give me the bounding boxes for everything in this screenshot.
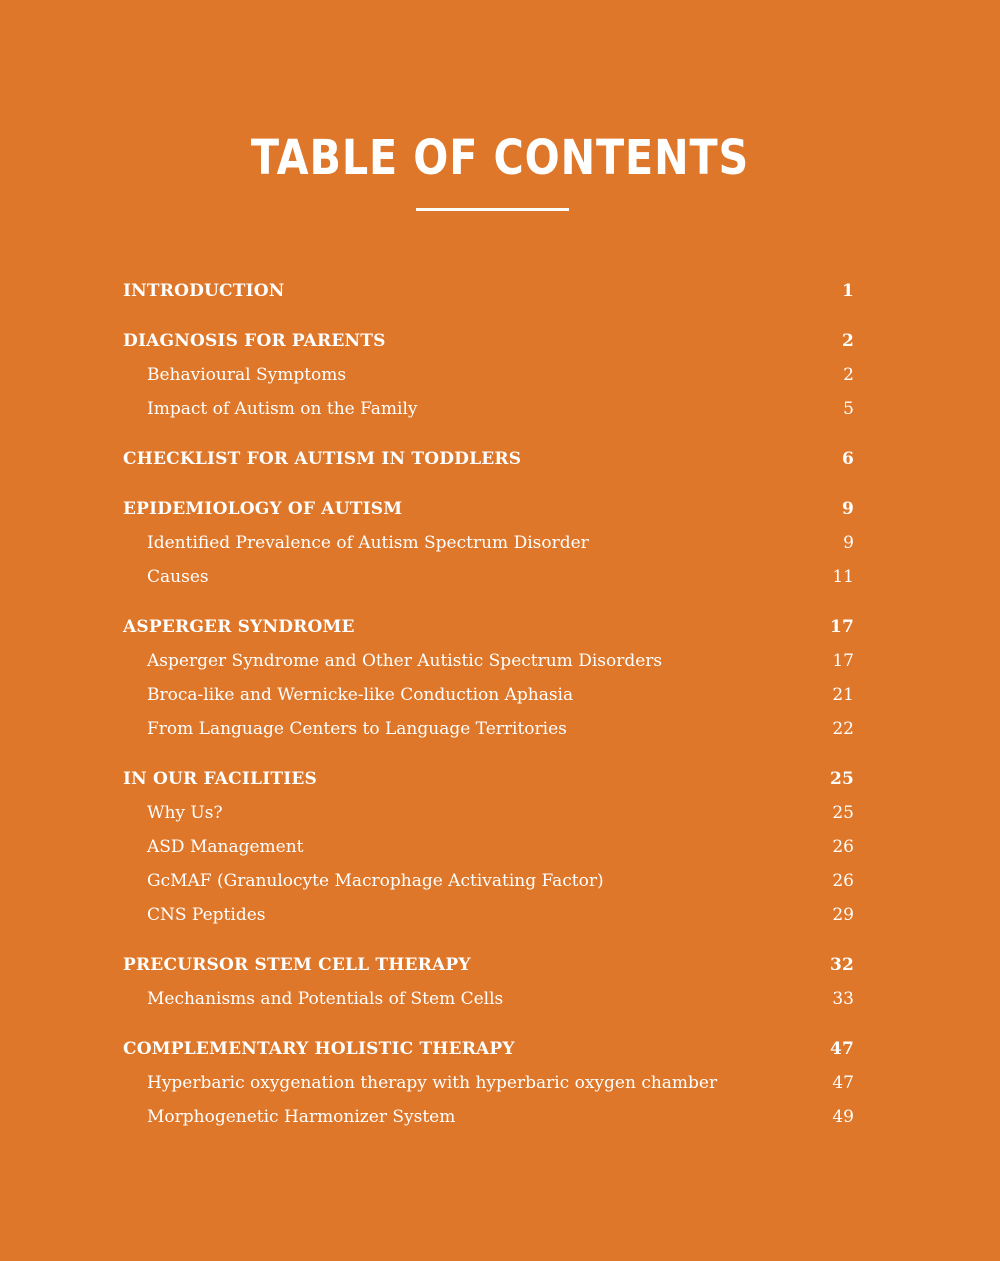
toc-subsection-entry[interactable] bbox=[123, 646, 854, 680]
toc-subsection-page: 5 bbox=[843, 399, 854, 419]
toc-subsection-page: 17 bbox=[832, 651, 854, 671]
toc-chapter-title: DIAGNOSIS FOR PARENTS bbox=[123, 331, 386, 351]
toc-subsection-page: 26 bbox=[832, 871, 854, 891]
toc-chapter-entry[interactable] bbox=[123, 950, 854, 984]
toc-subsection-title: Broca-like and Wernicke-like Conduction Aphasia bbox=[147, 685, 574, 705]
toc-section bbox=[123, 276, 854, 310]
toc-subsection-entry[interactable] bbox=[123, 714, 854, 748]
toc-subsection-entry[interactable] bbox=[123, 900, 854, 934]
toc-subsection-page: 47 bbox=[832, 1073, 854, 1093]
toc-chapter-page: 32 bbox=[829, 955, 854, 975]
toc-subsection-page: 26 bbox=[832, 837, 854, 857]
toc-subsection-page: 49 bbox=[832, 1107, 854, 1127]
toc-subsection-entry[interactable] bbox=[123, 1102, 854, 1136]
toc-section bbox=[123, 950, 854, 1018]
toc-chapter-entry[interactable] bbox=[123, 494, 854, 528]
toc-chapter-title: CHECKLIST FOR AUTISM IN TODDLERS bbox=[123, 449, 522, 469]
toc-subsection-title: Behavioural Symptoms bbox=[147, 365, 347, 385]
toc-subsection-entry[interactable] bbox=[123, 528, 854, 562]
toc-subsection-page: 22 bbox=[832, 719, 854, 739]
toc-section bbox=[123, 1034, 854, 1136]
toc-subsection-title: GcMAF (Granulocyte Macrophage Activating Factor) bbox=[147, 871, 604, 891]
toc-subsection-page: 21 bbox=[832, 685, 854, 705]
toc-subsection-title: ASD Management bbox=[147, 837, 304, 857]
toc-chapter-page: 47 bbox=[829, 1039, 854, 1059]
toc-chapter-entry[interactable] bbox=[123, 764, 854, 798]
toc-chapter-page: 2 bbox=[841, 331, 854, 351]
toc-subsection-entry[interactable] bbox=[123, 360, 854, 394]
toc-chapter-page: 6 bbox=[841, 449, 854, 469]
title-underline bbox=[416, 208, 569, 211]
toc-chapter-title: ASPERGER SYNDROME bbox=[123, 617, 355, 637]
toc-chapter-title: IN OUR FACILITIES bbox=[123, 769, 317, 789]
toc-chapter-title: COMPLEMENTARY HOLISTIC THERAPY bbox=[123, 1039, 515, 1059]
toc-subsection-title: Impact of Autism on the Family bbox=[147, 399, 418, 419]
toc-subsection-title: Morphogenetic Harmonizer System bbox=[147, 1107, 456, 1127]
toc-chapter-entry[interactable] bbox=[123, 276, 854, 310]
toc-subsection-title: Asperger Syndrome and Other Autistic Spectrum Disorders bbox=[147, 651, 663, 671]
toc-chapter-entry[interactable] bbox=[123, 1034, 854, 1068]
toc-chapter-page: 17 bbox=[829, 617, 854, 637]
toc-subsection-title: CNS Peptides bbox=[147, 905, 266, 925]
toc-subsection-title: From Language Centers to Language Territories bbox=[147, 719, 567, 739]
toc-chapter-title: EPIDEMIOLOGY OF AUTISM bbox=[123, 499, 403, 519]
toc-subsection-title: Mechanisms and Potentials of Stem Cells bbox=[147, 989, 504, 1009]
toc-chapter-entry[interactable] bbox=[123, 326, 854, 360]
toc-subsection-entry[interactable] bbox=[123, 1068, 854, 1102]
toc-chapter-entry[interactable] bbox=[123, 444, 854, 478]
toc-chapter-page: 9 bbox=[841, 499, 854, 519]
toc-subsection-page: 11 bbox=[832, 567, 854, 587]
toc-subsection-entry[interactable] bbox=[123, 984, 854, 1018]
toc-section bbox=[123, 612, 854, 748]
toc-subsection-title: Hyperbaric oxygenation therapy with hyperbaric oxygen chamber bbox=[147, 1073, 718, 1093]
toc-chapter-title: PRECURSOR STEM CELL THERAPY bbox=[123, 955, 471, 975]
toc-subsection-entry[interactable] bbox=[123, 562, 854, 596]
toc-section bbox=[123, 444, 854, 478]
toc-chapter-page: 1 bbox=[841, 281, 854, 301]
toc-subsection-title: Why Us? bbox=[147, 803, 223, 823]
page-title: TABLE OF CONTENTS bbox=[250, 130, 750, 186]
toc-subsection-entry[interactable] bbox=[123, 798, 854, 832]
toc-chapter-entry[interactable] bbox=[123, 612, 854, 646]
toc-section bbox=[123, 326, 854, 428]
toc-chapter-title: INTRODUCTION bbox=[123, 281, 285, 301]
toc-section bbox=[123, 764, 854, 934]
toc-subsection-page: 25 bbox=[832, 803, 854, 823]
toc-subsection-title: Identified Prevalence of Autism Spectrum Disorder bbox=[147, 533, 589, 553]
toc-subsection-page: 33 bbox=[832, 989, 854, 1009]
toc-subsection-entry[interactable] bbox=[123, 832, 854, 866]
toc-subsection-entry[interactable] bbox=[123, 680, 854, 714]
toc-subsection-page: 2 bbox=[843, 365, 854, 385]
toc-chapter-page: 25 bbox=[829, 769, 854, 789]
table-of-contents bbox=[123, 276, 854, 1152]
toc-subsection-page: 9 bbox=[843, 533, 854, 553]
toc-subsection-entry[interactable] bbox=[123, 866, 854, 900]
toc-subsection-entry[interactable] bbox=[123, 394, 854, 428]
toc-subsection-title: Causes bbox=[147, 567, 209, 587]
toc-section bbox=[123, 494, 854, 596]
toc-subsection-page: 29 bbox=[832, 905, 854, 925]
